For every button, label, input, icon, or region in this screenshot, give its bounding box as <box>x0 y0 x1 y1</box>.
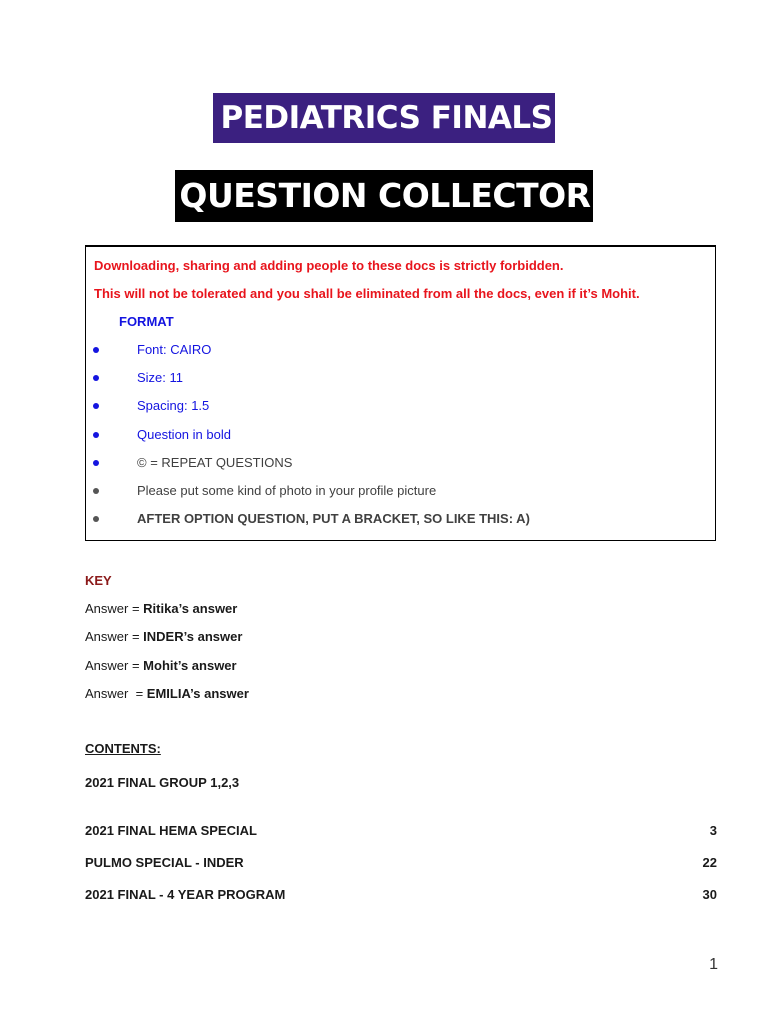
format-rule-text: Please put some kind of photo in your profile picture <box>137 483 437 498</box>
contents-entry-label: 2021 FINAL GROUP 1,2,3 <box>85 775 240 790</box>
key-prefix: Answer = <box>85 658 144 673</box>
contents-entry-label: PULMO SPECIAL - INDER <box>85 855 244 870</box>
key-line <box>85 601 237 617</box>
key-line <box>85 658 237 674</box>
document-title: PEDIATRICS FINALS <box>213 93 556 143</box>
format-rule <box>86 369 706 389</box>
key-prefix: Answer = <box>85 686 147 701</box>
contents-entry-label: 2021 FINAL HEMA SPECIAL <box>85 823 257 838</box>
key-line <box>85 629 242 645</box>
key-heading: KEY <box>85 573 112 588</box>
contents-entry-page: 22 <box>702 855 717 870</box>
title-block-2 <box>0 170 768 222</box>
contents-entry-page: 3 <box>709 823 717 838</box>
key-name: Ritika’s answer <box>143 601 238 616</box>
warning-line-2: This will not be tolerated and you shall be eliminated from all the docs, even if it’s Mohit. <box>94 286 640 301</box>
contents-entry-page: 30 <box>702 887 717 902</box>
contents-entry[interactable] <box>85 823 717 841</box>
bullet-icon <box>93 375 99 381</box>
contents-entry[interactable] <box>85 887 717 905</box>
page-number: 1 <box>709 956 718 973</box>
format-rule <box>86 510 706 530</box>
format-rule-text: Question in bold <box>137 427 231 442</box>
format-rule-text: Size: 11 <box>137 370 184 385</box>
format-heading: FORMAT <box>119 314 174 329</box>
warning-line-1: Downloading, sharing and adding people to these docs is strictly forbidden. <box>94 258 564 273</box>
key-prefix: Answer = <box>85 601 144 616</box>
format-rule <box>86 454 706 474</box>
bullet-icon <box>93 460 99 466</box>
key-prefix: Answer = <box>85 629 144 644</box>
format-rule <box>86 426 706 446</box>
format-rule-text: © = REPEAT QUESTIONS <box>137 455 293 470</box>
contents-entry[interactable] <box>85 855 717 873</box>
title-block-1 <box>0 93 768 143</box>
bullet-icon <box>93 432 99 438</box>
contents-heading: CONTENTS: <box>85 741 161 756</box>
key-name: Mohit’s answer <box>143 658 237 673</box>
format-rule <box>86 341 706 361</box>
key-name: EMILIA’s answer <box>146 686 249 701</box>
bullet-icon <box>93 488 99 494</box>
contents-entry-label: 2021 FINAL - 4 YEAR PROGRAM <box>85 887 286 902</box>
key-line <box>85 686 249 702</box>
contents-entry[interactable] <box>85 775 717 793</box>
format-rule-text: AFTER OPTION QUESTION, PUT A BRACKET, SO LIKE THIS: A) <box>137 511 530 526</box>
key-name: INDER’s answer <box>143 629 243 644</box>
bullet-icon <box>93 516 99 522</box>
bullet-icon <box>93 347 99 353</box>
format-rule-text: Font: CAIRO <box>137 342 212 357</box>
format-rule-text: Spacing: 1.5 <box>137 398 210 413</box>
bullet-icon <box>93 403 99 409</box>
format-rule <box>86 397 706 417</box>
format-rule <box>86 482 706 502</box>
notice-box <box>85 245 716 541</box>
document-subtitle: QUESTION COLLECTOR <box>175 170 592 222</box>
